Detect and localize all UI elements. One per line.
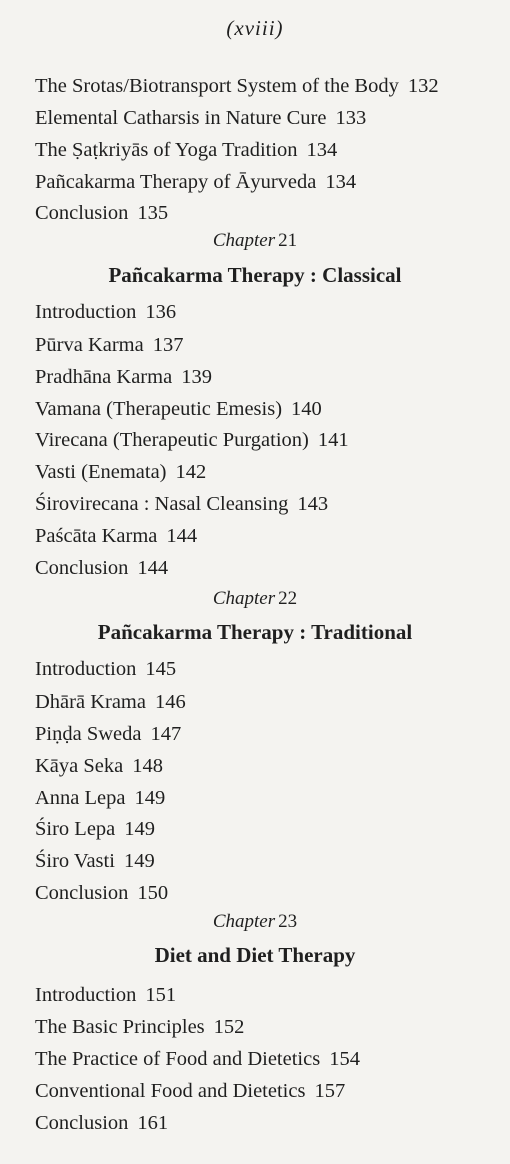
toc-entry (35, 74, 439, 98)
toc-entry (35, 657, 176, 681)
toc-entry (35, 492, 328, 516)
toc-entry (35, 1047, 360, 1071)
entry-page: 133 (335, 107, 367, 129)
toc-entry (35, 690, 186, 714)
toc-entry (35, 428, 349, 452)
chapter-word: Chapter (212, 911, 276, 932)
entry-title: Virecana (Therapeutic Purgation) (35, 429, 309, 451)
entry-title: Conclusion (35, 882, 129, 904)
entry-page: 147 (150, 723, 182, 745)
entry-title: The Ṣaṭkriyās of Yoga Tradition (35, 139, 298, 161)
toc-entry (35, 170, 356, 194)
entry-page: 144 (166, 525, 198, 547)
chapter-word: Chapter (212, 230, 276, 251)
chapter-title: Diet and Diet Therapy (154, 943, 356, 967)
chapter-label (0, 229, 510, 253)
entry-page: 137 (152, 334, 184, 356)
toc-entry (35, 300, 176, 324)
entry-title: The Basic Principles (35, 1016, 205, 1038)
toc-entry (35, 983, 176, 1007)
entry-title: Śirovirecana : Nasal Cleansing (35, 493, 289, 515)
entry-title: Anna Lepa (35, 787, 126, 809)
entry-page: 135 (137, 202, 169, 224)
toc-entry (35, 333, 183, 357)
chapter-number: 23 (278, 911, 298, 932)
toc-entry (35, 817, 155, 841)
entry-page: 148 (132, 755, 163, 777)
toc-entry (35, 1015, 244, 1039)
toc-entry (35, 786, 165, 810)
toc-entry (35, 460, 206, 484)
entry-page: 143 (297, 493, 329, 515)
entry-title: Kāya Seka (35, 755, 124, 777)
entry-title: Dhārā Krama (35, 691, 146, 713)
chapter-label (0, 910, 510, 934)
entry-title: Vamana (Therapeutic Emesis) (35, 398, 283, 420)
entry-page: 145 (145, 658, 177, 680)
entry-title: Introduction (35, 984, 137, 1006)
entry-page: 149 (124, 818, 156, 840)
entry-title: Pañcakarma Therapy of Āyurveda (35, 171, 317, 193)
toc-entry (35, 138, 337, 162)
chapter-number: 22 (278, 588, 298, 609)
entry-title: Elemental Catharsis in Nature Cure (35, 107, 327, 129)
entry-title: The Srotas/Biotransport System of the Body (35, 75, 399, 97)
chapter-title: Pañcakarma Therapy : Classical (108, 263, 402, 287)
entry-title: Introduction (35, 658, 137, 680)
entry-title: Conclusion (35, 557, 129, 579)
entry-title: Paścāta Karma (35, 525, 158, 547)
toc-entry (35, 397, 322, 421)
entry-title: Śiro Vasti (35, 850, 115, 872)
chapter-number: 21 (278, 230, 298, 251)
entry-title: Pradhāna Karma (35, 366, 173, 388)
toc-entry (35, 1079, 345, 1103)
entry-page: 157 (314, 1080, 346, 1102)
toc-entry (35, 754, 163, 778)
chapter-label (0, 587, 510, 611)
chapter-word: Chapter (212, 588, 276, 609)
entry-page: 139 (181, 366, 212, 388)
entry-page: 136 (145, 301, 177, 323)
toc-entry (35, 849, 155, 873)
entry-title: Conclusion (35, 1112, 129, 1134)
toc-entry (35, 106, 366, 130)
entry-page: 132 (407, 75, 439, 97)
toc-entry (35, 1111, 168, 1135)
entry-page: 152 (213, 1016, 245, 1038)
entry-title: Introduction (35, 301, 137, 323)
entry-title: Śiro Lepa (35, 818, 116, 840)
entry-title: Pūrva Karma (35, 334, 144, 356)
toc-entry (35, 365, 212, 389)
entry-page: 151 (145, 984, 177, 1006)
entry-page: 141 (317, 429, 349, 451)
page-number: (xviii) (226, 16, 284, 40)
toc-entry (35, 556, 168, 580)
entry-page: 134 (325, 171, 357, 193)
entry-page: 142 (175, 461, 207, 483)
entry-page: 134 (306, 139, 338, 161)
entry-page: 144 (137, 557, 169, 579)
entry-page: 149 (134, 787, 166, 809)
entry-page: 146 (154, 691, 186, 713)
toc-entry (35, 201, 168, 225)
entry-title: Conclusion (35, 202, 129, 224)
entry-title: Conventional Food and Dietetics (35, 1080, 306, 1102)
toc-entry (35, 881, 168, 905)
toc-entry (35, 524, 197, 548)
entry-page: 154 (329, 1048, 360, 1070)
entry-title: The Practice of Food and Dietetics (35, 1048, 321, 1070)
entry-page: 150 (137, 882, 169, 904)
toc-entry (35, 722, 181, 746)
entry-title: Piṇḍa Sweda (35, 723, 142, 745)
chapter-title: Pañcakarma Therapy : Traditional (97, 620, 413, 644)
entry-title: Vasti (Enemata) (35, 461, 167, 483)
entry-page: 140 (291, 398, 322, 420)
entry-page: 161 (137, 1112, 169, 1134)
entry-page: 149 (123, 850, 155, 872)
